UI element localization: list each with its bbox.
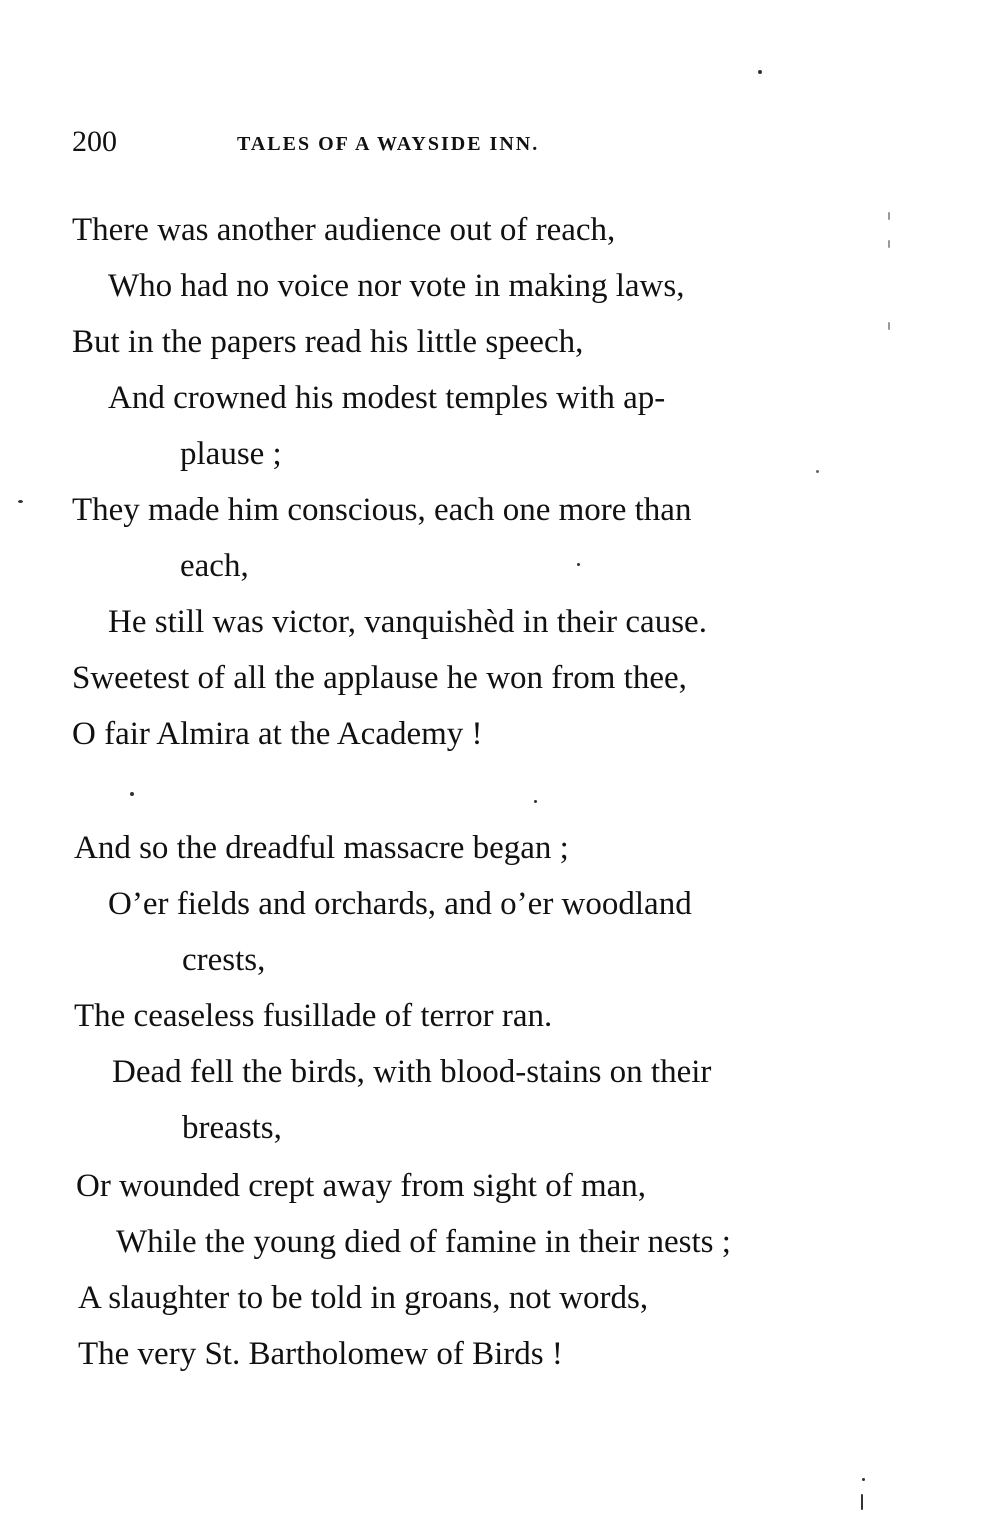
verse-line: The very St. Bartholomew of Birds !	[78, 1336, 563, 1372]
verse-line: Who had no voice nor vote in making laws,	[108, 268, 685, 304]
verse-line: Dead fell the birds, with blood-stains on their	[112, 1054, 712, 1090]
verse-line: Or wounded crept away from sight of man,	[76, 1168, 647, 1204]
verse-line: They made him conscious, each one more than	[72, 492, 692, 528]
verse-line: There was another audience out of reach,	[72, 212, 616, 248]
page-header	[72, 122, 672, 162]
running-title: TALES OF A WAYSIDE INN.	[237, 133, 540, 155]
verse-line: But in the papers read his little speech,	[72, 324, 584, 360]
print-speck	[534, 800, 537, 803]
print-speck	[888, 240, 890, 248]
verse-line: He still was victor, vanquishèd in their cause.	[108, 604, 707, 640]
verse-line-continuation: plause ;	[180, 436, 282, 472]
verse-line: And so the dreadful massacre began ;	[74, 830, 569, 866]
page-number: 200	[72, 125, 117, 158]
print-speck	[888, 212, 890, 220]
verse-line-continuation: crests,	[182, 942, 266, 978]
verse-line: A slaughter to be told in groans, not words,	[78, 1280, 649, 1316]
verse-line: The ceaseless fusillade of terror ran.	[74, 998, 553, 1034]
print-speck	[888, 322, 890, 330]
verse-line: And crowned his modest temples with ap-	[108, 380, 666, 416]
verse-line: Sweetest of all the applause he won from thee,	[72, 660, 687, 696]
print-speck	[816, 470, 819, 473]
verse-line-continuation: each,	[180, 548, 249, 584]
print-speck	[862, 1478, 865, 1481]
print-speck	[18, 500, 23, 503]
verse-line: While the young died of famine in their nests ;	[116, 1224, 731, 1260]
print-speck	[861, 1494, 863, 1510]
verse-line-continuation: breasts,	[182, 1110, 282, 1146]
verse-line: O’er fields and orchards, and o’er woodland	[108, 886, 692, 922]
print-speck	[130, 792, 134, 796]
verse-line: O fair Almira at the Academy !	[72, 716, 483, 752]
print-speck	[577, 563, 580, 566]
print-speck	[758, 70, 762, 74]
